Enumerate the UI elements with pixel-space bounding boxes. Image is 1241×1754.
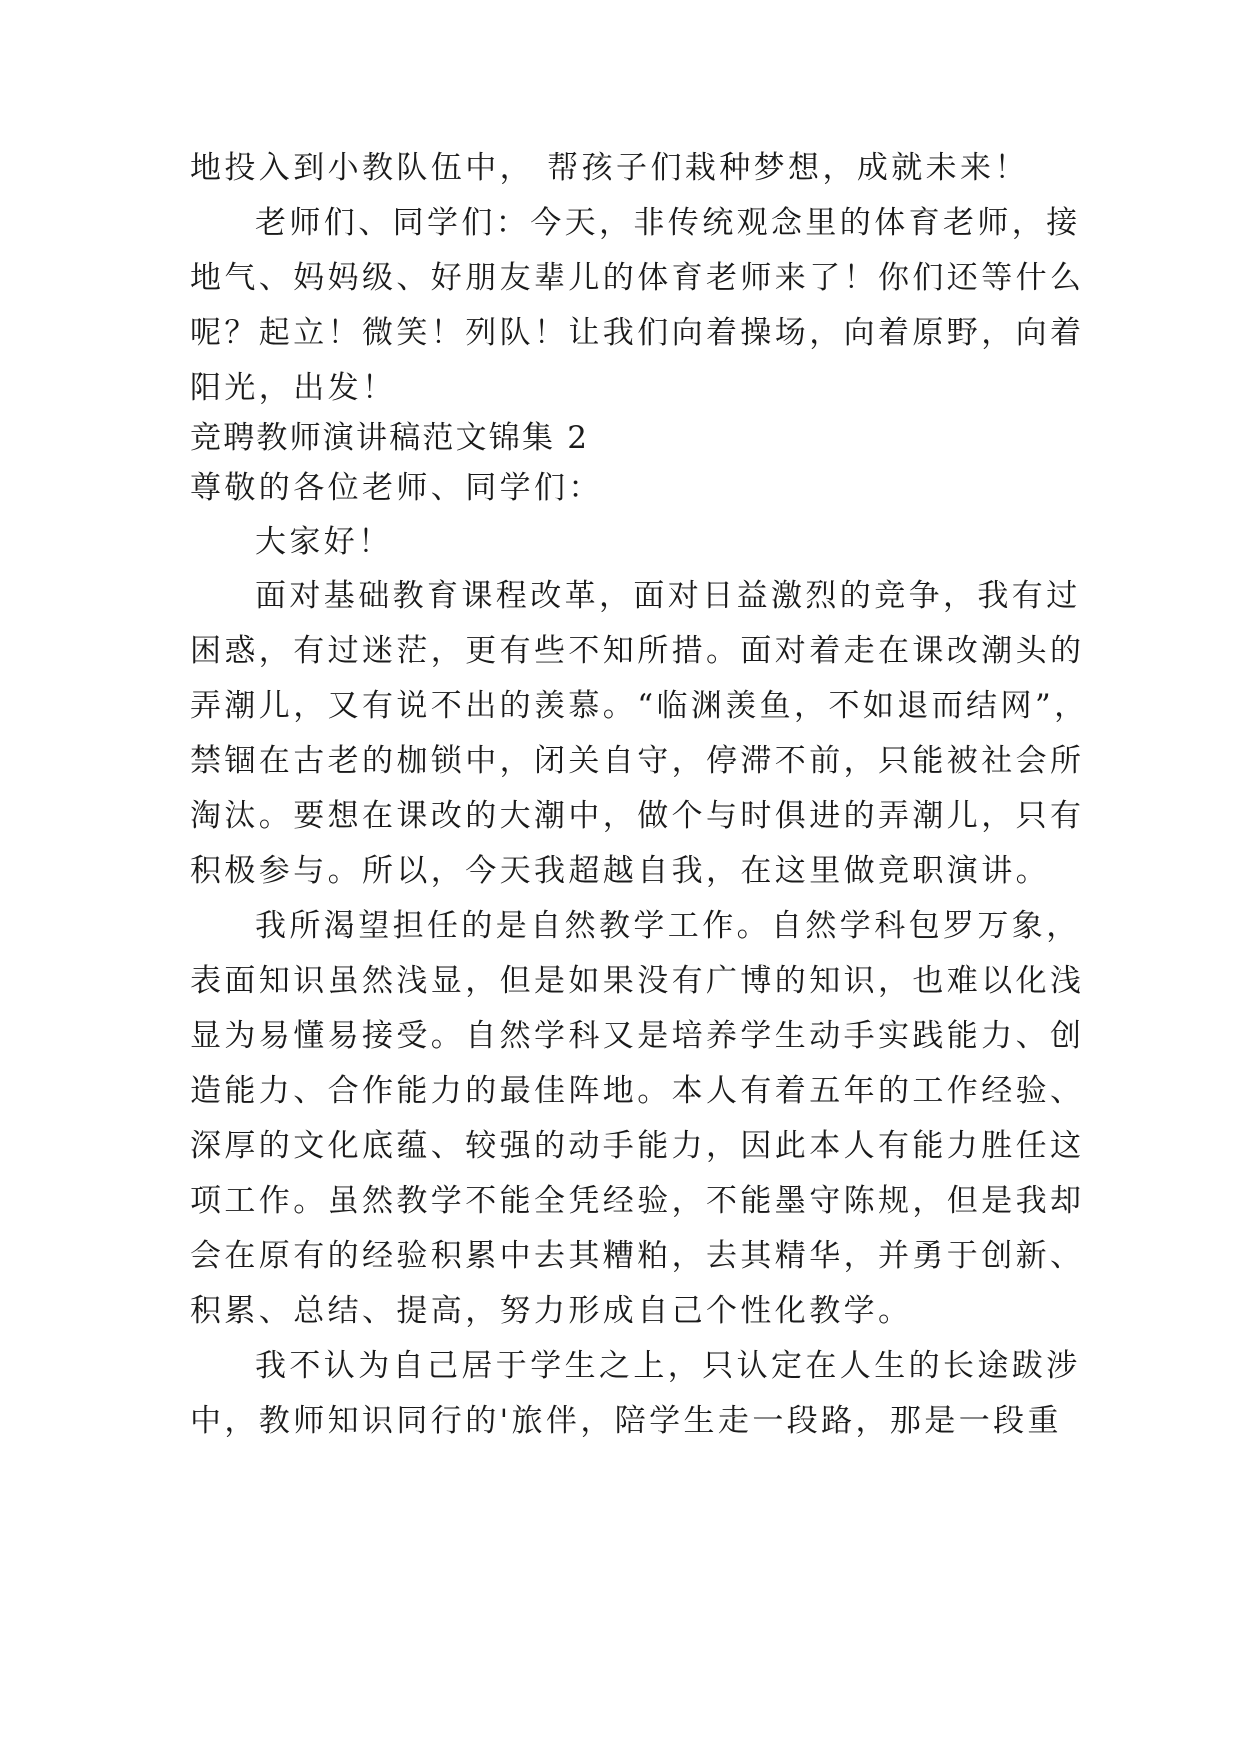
body-text-line: 地气、妈妈级、好朋友辈儿的体育老师来了！你们还等什么 (190, 260, 1085, 296)
body-text-line: 显为易懂易接受。自然学科又是培养学生动手实践能力、创 (190, 1018, 1085, 1054)
body-text-line: 中，教师知识同行的'旅伴，陪学生走一段路，那是一段重 (190, 1403, 1062, 1439)
body-text-line: 表面知识虽然浅显，但是如果没有广博的知识，也难以化浅 (190, 963, 1085, 999)
body-text-line: 弄潮儿，又有说不出的羡慕。“临渊羡鱼，不如退而结网”， (190, 688, 1089, 724)
body-text-line: 造能力、合作能力的最佳阵地。本人有着五年的工作经验、 (190, 1073, 1085, 1109)
greeting: 大家好！ (255, 524, 393, 560)
body-text-line: 面对基础教育课程改革，面对日益激烈的竞争，我有过 (255, 578, 1081, 614)
body-text-line: 困惑，有过迷茫，更有些不知所措。面对着走在课改潮头的 (190, 633, 1085, 669)
body-text-line: 深厚的文化底蕴、较强的动手能力，因此本人有能力胜任这 (190, 1128, 1085, 1164)
section-heading: 竞聘教师演讲稿范文锦集 2 (190, 420, 590, 456)
body-text-line: 阳光，出发！ (190, 370, 397, 406)
body-text-line: 老师们、同学们：今天，非传统观念里的体育老师，接 (255, 205, 1081, 241)
body-text-line: 我所渴望担任的是自然教学工作。自然学科包罗万象， (255, 908, 1081, 944)
body-text-line: 我不认为自己居于学生之上，只认定在人生的长途跋涉 (255, 1348, 1081, 1384)
body-text-line: 积累、总结、提高，努力形成自己个性化教学。 (190, 1293, 913, 1329)
body-text-line: 项工作。虽然教学不能全凭经验，不能墨守陈规，但是我却 (190, 1183, 1085, 1219)
body-text-line: 会在原有的经验积累中去其糟粕，去其精华，并勇于创新、 (190, 1238, 1085, 1274)
body-text-line: 地投入到小教队伍中， 帮孩子们栽种梦想，成就未来！ (190, 150, 1029, 186)
body-text-line: 呢？起立！微笑！列队！让我们向着操场，向着原野，向着 (190, 315, 1085, 351)
body-text-line: 积极参与。所以，今天我超越自我，在这里做竞职演讲。 (190, 853, 1050, 889)
salutation: 尊敬的各位老师、同学们： (190, 470, 603, 506)
body-text-line: 淘汰。要想在课改的大潮中，做个与时俱进的弄潮儿，只有 (190, 798, 1085, 834)
body-text-line: 禁锢在古老的枷锁中，闭关自守，停滞不前，只能被社会所 (190, 743, 1085, 779)
